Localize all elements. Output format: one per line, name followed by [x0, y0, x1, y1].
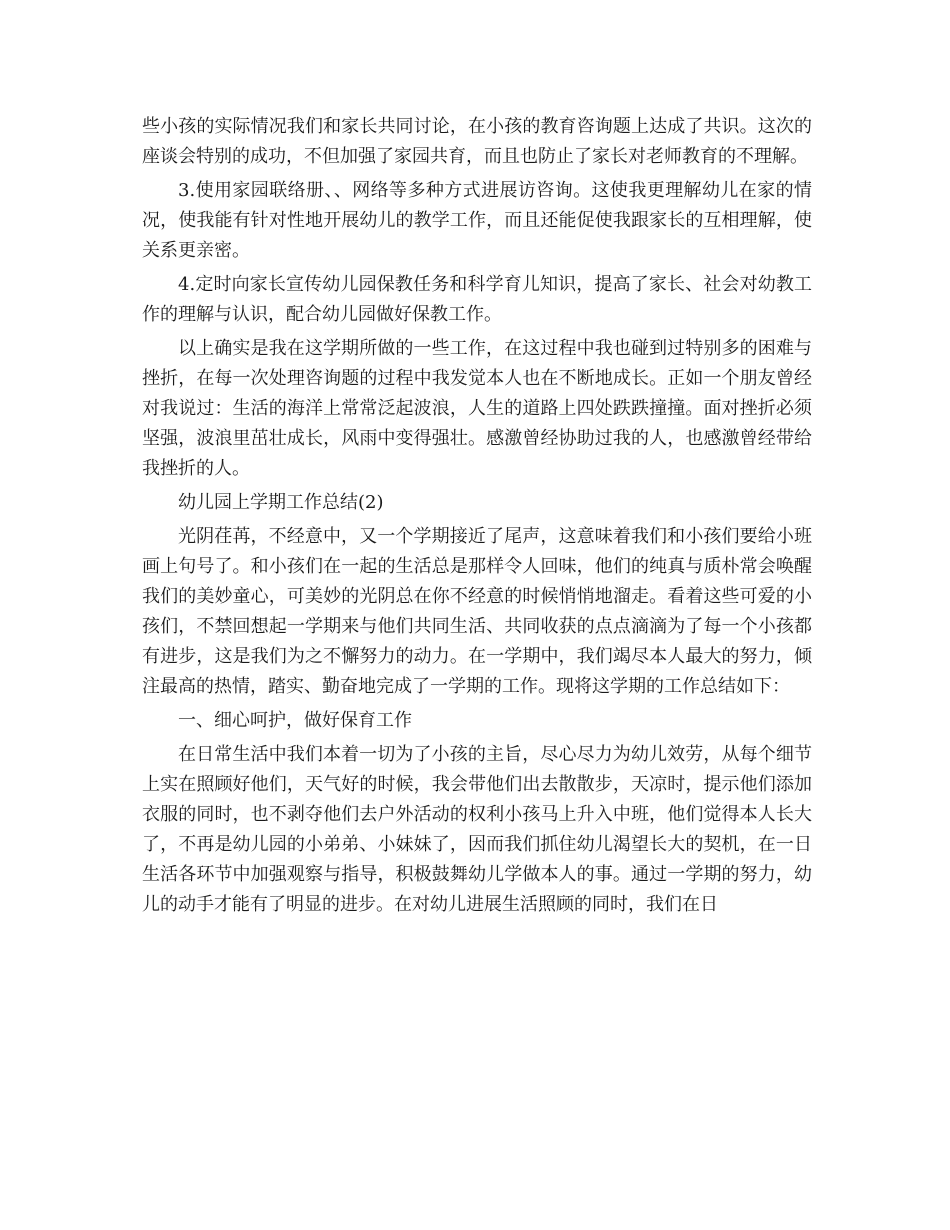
paragraph-continuation: 些小孩的实际情况我们和家长共同讨论，在小孩的教育咨询题上达成了共识。这次的座谈会特别的成功，不但加强了家园共育，而且也防止了家长对老师教育的不理解。 — [142, 116, 812, 167]
section-heading: 幼儿园上学期工作总结(2) — [178, 492, 384, 513]
subsection-heading: 一、细心呵护，做好保育工作 — [178, 710, 412, 731]
paragraph-item-4: 4.定时向家长宣传幼儿园保教任务和科学育儿知识，提高了家长、社会对幼教工作的理解与认识，配合幼儿园做好保教工作。 — [142, 274, 812, 325]
paragraph-summary: 以上确实是我在这学期所做的一些工作，在这过程中我也碰到过特别多的困难与挫折，在每一次处理咨询题的过程中我发觉本人也在不断地成长。正如一个朋友曾经对我说过：生活的海洋上常常泛起波浪，人生的道路上四处跌跌撞撞。面对挫折必须坚强，波浪里茁壮成长，风雨中变得强壮。感激曾经协助过我的人，也感激曾经带给我挫折的人。 — [142, 338, 812, 479]
paragraph-body: 在日常生活中我们本着一切为了小孩的主旨，尽心尽力为幼儿效劳，从每个细节上实在照顾好他们，天气好的时候，我会带他们出去散散步，天凉时，提示他们添加衣服的同时，也不剥夺他们去户外活动的权利小孩马上升入中班，他们觉得本人长大了，不再是幼儿园的小弟弟、小妹妹了，因而我们抓住幼儿渴望长大的契机，在一日生活各环节中加强观察与指导，积极鼓舞幼儿学做本人的事。通过一学期的努力，幼儿的动手才能有了明显的进步。在对幼儿进展生活照顾的同时，我们在日 — [142, 744, 812, 915]
document-body — [142, 112, 812, 924]
paragraph-intro: 光阴荏苒，不经意中，又一个学期接近了尾声，这意味着我们和小孩们要给小班画上句号了。和小孩们在一起的生活总是那样令人回味，他们的纯真与质朴常会唤醒我们的美妙童心，可美妙的光阴总在你不经意的时候悄悄地溜走。看着这些可爱的小孩们，不禁回想起一学期来与他们共同生活、共同收获的点点滴滴为了每一个小孩都有进步，这是我们为之不懈努力的动力。在一学期中，我们竭尽本人最大的努力，倾注最高的热情，踏实、勤奋地完成了一学期的工作。现将这学期的工作总结如下： — [142, 526, 812, 697]
paragraph-item-3: 3.使用家园联络册、、网络等多种方式进展访咨询。这使我更理解幼儿在家的情况，使我能有针对性地开展幼儿的教学工作，而且还能促使我跟家长的互相理解，使关系更亲密。 — [142, 180, 812, 261]
